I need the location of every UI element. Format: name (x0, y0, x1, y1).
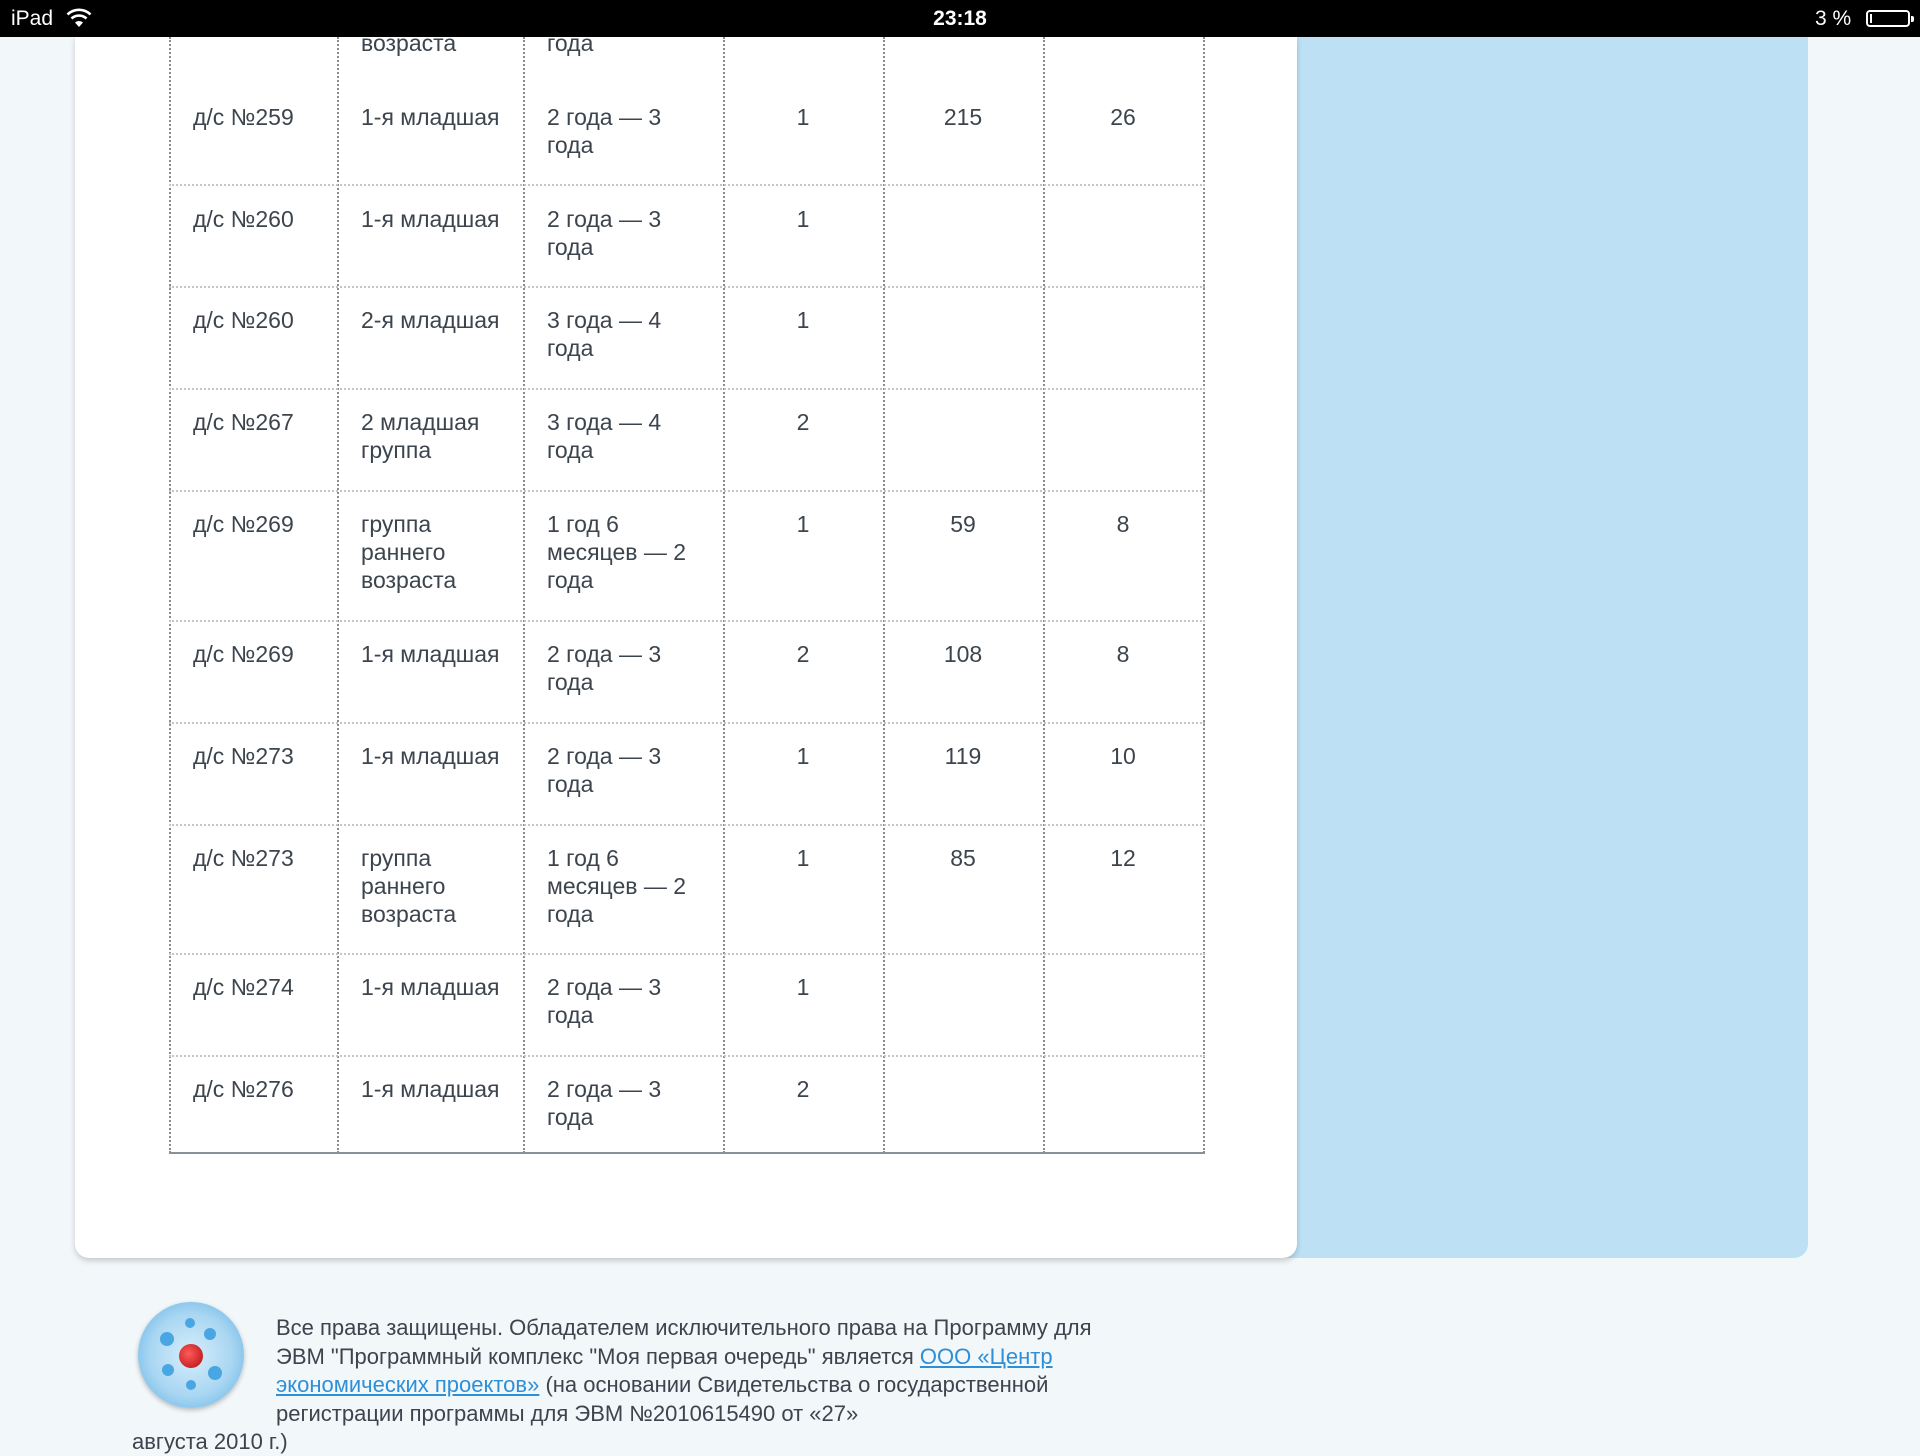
clock: 23:18 (933, 7, 987, 30)
table-column-divider (169, 37, 171, 1153)
company-logo (138, 1302, 244, 1408)
table-cell-group: 1-я младшая (361, 743, 500, 769)
table-cell-age: 3 года — 4 года (547, 409, 662, 463)
table-cell-queue: 85 (950, 845, 976, 871)
table-cell-age: 3 года — 4 года (547, 307, 662, 361)
table-cell-places: 26 (1110, 104, 1136, 130)
table-cell-kindergarten: д/с №274 (193, 974, 294, 1000)
table-column-divider (1203, 37, 1205, 1153)
table-column-divider (337, 37, 339, 1153)
table-cell-count: 2 (796, 409, 810, 435)
table-cell-age: 1 год 6 месяцев — 2 года (547, 511, 687, 593)
copyright-date: августа 2010 г.) (132, 1429, 288, 1454)
company-link[interactable]: ООО «Центр экономических проектов» (276, 1343, 1053, 1397)
table-cell-group: 1-я младшая (361, 1076, 500, 1102)
table-cell-places: 12 (1110, 845, 1136, 871)
table-row-divider (169, 722, 1205, 724)
table-cell-kindergarten: д/с №269 (193, 511, 294, 537)
status-bar (0, 0, 1920, 37)
table-cell-group: 1-я младшая (361, 641, 500, 667)
table-cell-kindergarten: д/с №267 (193, 409, 294, 435)
table-cell-age: года (547, 30, 594, 56)
table-cell-count: 2 (796, 641, 810, 667)
table-cell-places: 8 (1116, 641, 1130, 667)
battery-percentage: 3 % (1815, 7, 1852, 30)
table-cell-queue: 108 (943, 641, 983, 667)
table-cell-age: 2 года — 3 года (547, 1076, 662, 1130)
table-cell-age: 2 года — 3 года (547, 206, 662, 260)
logo-core (179, 1344, 203, 1368)
table-cell-kindergarten: д/с №273 (193, 743, 294, 769)
table-cell-queue: 215 (943, 104, 983, 130)
table-row-divider (169, 824, 1205, 826)
table-cell-kindergarten: д/с №260 (193, 206, 294, 232)
table-cell-group: 1-я младшая (361, 206, 500, 232)
table-cell-group: группа раннего возраста (361, 845, 457, 927)
table-cell-kindergarten: д/с №276 (193, 1076, 294, 1102)
table-cell-count: 1 (796, 743, 810, 769)
table-cell-group: 2-я младшая (361, 307, 500, 333)
table-row-divider (169, 1055, 1205, 1057)
table-cell-count: 1 (796, 104, 810, 130)
table-cell-places: 10 (1110, 743, 1136, 769)
table-cell-kindergarten: д/с №260 (193, 307, 294, 333)
table-cell-age: 2 года — 3 года (547, 104, 662, 158)
table-bottom-border (169, 1152, 1205, 1154)
copyright-text-start: Все права защищены. Обладателем исключительного права на Программу для ЭВМ "Программный комплекс "Моя первая очередь" является (276, 1315, 1092, 1369)
table-cell-count: 1 (796, 307, 810, 333)
table-cell-count: 1 (796, 511, 810, 537)
table-column-divider (1043, 37, 1045, 1153)
copyright-text-end: (на основании Свидетельства о государственной регистрации программы для ЭВМ №2010615490 от «27» (276, 1372, 1049, 1426)
table-cell-count: 1 (796, 845, 810, 871)
copyright-text (276, 1314, 1096, 1428)
logo-dot (204, 1328, 216, 1340)
logo-dot (185, 1318, 195, 1328)
table-row-divider (169, 620, 1205, 622)
table-cell-count: 2 (796, 1076, 810, 1102)
logo-dot (162, 1364, 174, 1376)
logo-dot (208, 1366, 222, 1380)
device-name: iPad (11, 7, 54, 30)
table-cell-kindergarten: д/с №259 (193, 104, 294, 130)
table-cell-group: 1-я младшая (361, 104, 500, 130)
table-cell-count: 1 (796, 206, 810, 232)
table-cell-group: группа раннего возраста (361, 511, 457, 593)
table-cell-kindergarten: д/с №273 (193, 845, 294, 871)
battery-level (1870, 14, 1872, 23)
table-cell-group: 1-я младшая (361, 974, 500, 1000)
table-row-divider (169, 184, 1205, 186)
table-row-divider (169, 286, 1205, 288)
table-column-divider (523, 37, 525, 1153)
table-cell-queue: 119 (944, 743, 982, 769)
table-cell-count: 1 (796, 974, 810, 1000)
table-row-divider (169, 953, 1205, 955)
table-row-divider (169, 388, 1205, 390)
table-cell-age: 2 года — 3 года (547, 743, 662, 797)
table-cell-age: 1 год 6 месяцев — 2 года (547, 845, 687, 927)
battery-icon (1866, 10, 1910, 27)
table-cell-age: 2 года — 3 года (547, 974, 662, 1028)
table-cell-age: 2 года — 3 года (547, 641, 662, 695)
table-row-divider (169, 490, 1205, 492)
table-column-divider (883, 37, 885, 1153)
table-cell-places: 8 (1116, 511, 1130, 537)
table-cell-group: возраста (361, 30, 457, 56)
table-cell-queue: 59 (950, 511, 976, 537)
logo-dot (160, 1332, 174, 1346)
table-cell-kindergarten: д/с №269 (193, 641, 294, 667)
table-cell-group: 2 младшая группа (361, 409, 480, 463)
sidebar-panel (1260, 37, 1808, 1258)
logo-dot (186, 1380, 196, 1390)
